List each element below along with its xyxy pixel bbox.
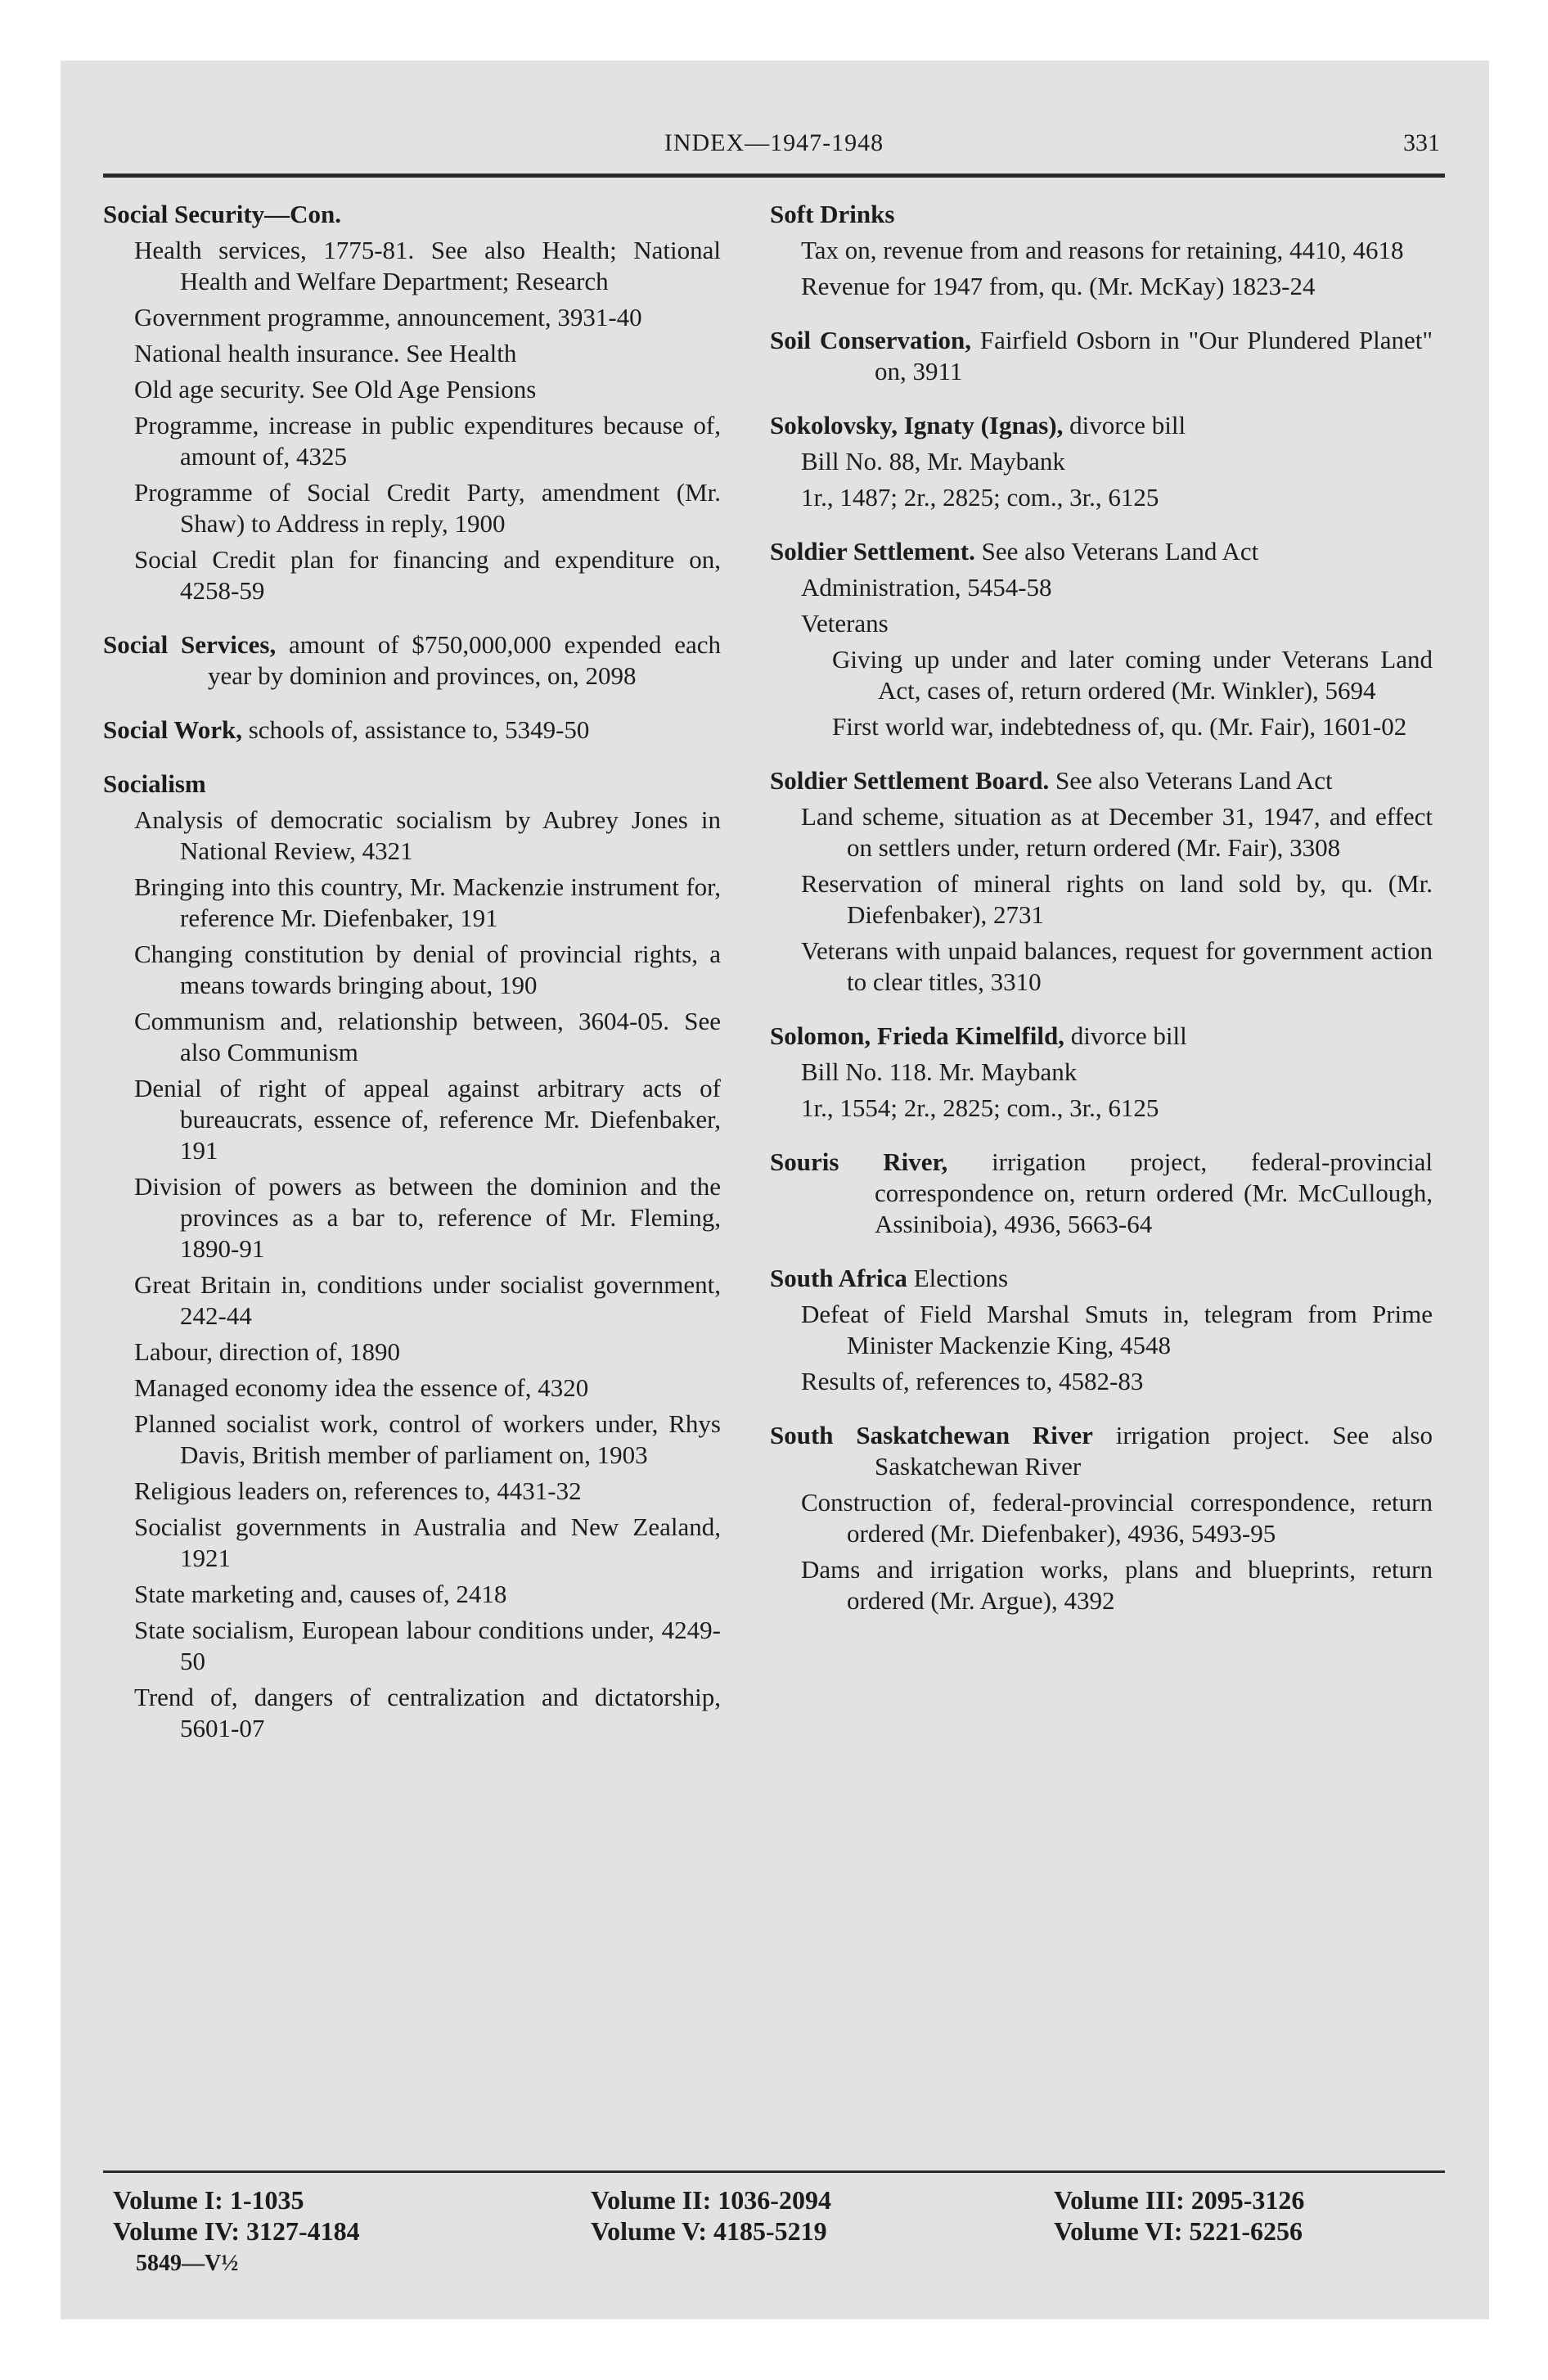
entry-term: Social Services, [103,630,277,659]
entry-heading [770,536,1433,567]
subentry-line [770,1057,1433,1088]
index-entry [770,1021,1433,1124]
entry-heading-tail: See also Veterans Land Act [1049,766,1333,795]
subentry-line [770,935,1433,998]
entry-term: Sokolovsky, Ignaty (Ignas), [770,411,1064,439]
subentry-line [770,608,1433,639]
subentry-text: Tax on, revenue from and reasons for retaining, 4410, 4618 [801,236,1404,264]
entry-term: Soil Conservation, [770,326,971,354]
subentry-line [770,711,1433,742]
entry-heading [103,199,721,230]
subentry-line [103,477,721,539]
entry-term: Social Work, [103,715,242,744]
volume-range: Volume VI: 5221-6256 [1054,2216,1303,2246]
subentry-line [770,572,1433,603]
subentry-line [103,338,721,369]
left-column [103,199,721,1767]
running-title: INDEX—1947-1948 [664,129,884,156]
subentry-line [770,1366,1433,1397]
right-column [770,199,1433,1639]
index-entry [770,325,1433,387]
subentry-text: Government programme, announcement, 3931-40 [134,303,642,331]
index-entry [770,765,1433,998]
subentry-line [103,302,721,333]
subentry-line [103,544,721,606]
subentry-text: Programme, increase in public expenditures because of, amount of, 4325 [134,411,721,471]
subentry-line [770,1093,1433,1124]
subentry-text: State marketing and, causes of, 2418 [134,1580,507,1608]
index-page [103,123,1445,2276]
subentry-text: Bill No. 88, Mr. Maybank [801,447,1065,476]
subentry-line [103,1579,721,1610]
entry-heading-tail: amount of $750,000,000 expended each year by dominion and provinces, on, 2098 [208,630,721,690]
entry-heading-tail: divorce bill [1064,1021,1187,1050]
subentry-line [770,235,1433,266]
entry-heading [770,325,1433,387]
index-entry [103,629,721,692]
subentry-text: Bill No. 118. Mr. Maybank [801,1057,1078,1086]
entry-term: Social Security—Con. [103,200,342,228]
index-entry [770,1420,1433,1616]
subentry-line [103,1171,721,1264]
entry-term: Soldier Settlement. [770,537,975,566]
subentry-line [770,1299,1433,1361]
subentry-text: Analysis of democratic socialism by Aubrey Jones in National Review, 4321 [134,805,721,865]
subentry-text: Changing constitution by denial of provincial rights, a means towards bringing about, 190 [134,940,721,999]
index-entry [103,714,721,746]
subentry-line [103,1615,721,1677]
subentry-line [770,446,1433,477]
subentry-text: Land scheme, situation as at December 31, 1947, and effect on settlers under, return ordered (Mr. Fair), 3308 [801,802,1433,862]
entry-heading-tail: irrigation project. See also Saskatchewan River [875,1421,1433,1481]
entry-heading [770,199,1433,230]
subentry-line [103,1336,721,1368]
subentry-text: Managed economy idea the essence of, 4320 [134,1373,589,1402]
subentry-line [103,1269,721,1332]
entry-heading [770,1147,1433,1240]
print-code: 5849—V½ [136,2251,239,2276]
volume-range: Volume III: 2095-3126 [1054,2185,1305,2215]
entry-heading-tail: See also Veterans Land Act [974,537,1259,566]
index-entry [770,410,1433,513]
entry-term: South Saskatchewan River [770,1421,1093,1449]
subentry-text: Planned socialist work, control of workers under, Rhys Davis, British member of parliament on, 1903 [134,1409,721,1469]
subentry-line [103,1006,721,1068]
subentry-text: Veterans with unpaid balances, request for government action to clear titles, 3310 [801,936,1433,996]
volume-range: Volume V: 4185-5219 [591,2216,827,2246]
subentry-line [770,482,1433,513]
subentry-line [103,1073,721,1166]
entry-heading [103,769,721,800]
subentry-text: Veterans [801,609,889,638]
subentry-line [103,1682,721,1744]
subentry-text: Dams and irrigation works, plans and blueprints, return ordered (Mr. Argue), 4392 [801,1555,1433,1615]
entry-heading [770,410,1433,441]
subentry-text: Results of, references to, 4582-83 [801,1367,1144,1395]
entry-term: South Africa [770,1264,907,1292]
entry-term: Souris River, [770,1147,948,1176]
subentry-text: 1r., 1487; 2r., 2825; com., 3r., 6125 [801,483,1159,512]
entry-term: Solomon, Frieda Kimelfild, [770,1021,1064,1050]
subentry-text: Great Britain in, conditions under socialist government, 242-44 [134,1270,721,1330]
subentry-text: National health insurance. See Health [134,339,517,367]
subentry-line [770,644,1433,706]
subentry-text: Old age security. See Old Age Pensions [134,375,537,403]
entry-term: Soft Drinks [770,200,895,228]
entry-heading-tail: Fairfield Osborn in "Our Plundered Planet" on, 3911 [875,326,1433,385]
subentry-line [103,410,721,472]
subentry-text: Division of powers as between the dominion and the provinces as a bar to, reference of Mr. Fleming, 1890-91 [134,1172,721,1263]
index-entry [770,1263,1433,1397]
entry-heading-tail: Elections [907,1264,1009,1292]
subentry-line [103,235,721,297]
subentry-line [103,1476,721,1507]
subentry-text: Labour, direction of, 1890 [134,1337,401,1366]
subentry-text: Communism and, relationship between, 3604-05. See also Communism [134,1007,721,1066]
entry-heading [770,1263,1433,1294]
subentry-line [103,374,721,405]
index-entry [103,199,721,606]
subentry-text: Defeat of Field Marshal Smuts in, telegram from Prime Minister Mackenzie King, 4548 [801,1300,1433,1359]
entry-heading-tail: divorce bill [1063,411,1186,439]
entry-term: Soldier Settlement Board. [770,766,1050,795]
subentry-text: Trend of, dangers of centralization and dictatorship, 5601-07 [134,1683,721,1742]
entry-heading [770,1021,1433,1052]
subentry-line [103,1512,721,1574]
subentry-text: Socialist governments in Australia and New Zealand, 1921 [134,1512,721,1572]
volume-range: Volume IV: 3127-4184 [113,2216,360,2246]
subentry-text: Religious leaders on, references to, 4431-32 [134,1476,582,1505]
subentry-text: Construction of, federal-provincial correspondence, return ordered (Mr. Diefenbaker), 4936, 5493-95 [801,1488,1433,1548]
subentry-line [770,1487,1433,1549]
subentry-line [103,1373,721,1404]
subentry-text: First world war, indebtedness of, qu. (Mr. Fair), 1601-02 [832,712,1407,741]
subentry-text: Social Credit plan for financing and expenditure on, 4258-59 [134,545,721,605]
subentry-text: Bringing into this country, Mr. Mackenzie instrument for, reference Mr. Diefenbaker, 191 [134,872,721,932]
subentry-text: Revenue for 1947 from, qu. (Mr. McKay) 1823-24 [801,272,1316,300]
subentry-text: State socialism, European labour conditions under, 4249-50 [134,1616,721,1675]
subentry-line [103,872,721,934]
page-header [103,123,1445,178]
entry-heading [770,1420,1433,1482]
subentry-line [103,805,721,867]
page-number: 331 [1403,129,1440,156]
index-entry [770,1147,1433,1240]
subentry-line [770,1554,1433,1616]
entry-term: Socialism [103,769,206,798]
subentry-line [770,801,1433,863]
index-entry [770,199,1433,302]
volume-footer [103,2170,1445,2276]
subentry-text: 1r., 1554; 2r., 2825; com., 3r., 6125 [801,1093,1159,1122]
subentry-text: Giving up under and later coming under Veterans Land Act, cases of, return ordered (Mr. Winkler), 5694 [832,645,1433,705]
subentry-text: Administration, 5454-58 [801,573,1052,602]
volume-range: Volume I: 1-1035 [113,2185,304,2215]
subentry-text: Reservation of mineral rights on land sold by, qu. (Mr. Diefenbaker), 2731 [801,869,1433,929]
index-entry [770,536,1433,742]
subentry-text: Denial of right of appeal against arbitrary acts of bureaucrats, essence of, reference Mr. Diefenbaker, 191 [134,1074,721,1165]
entry-heading [103,714,721,746]
subentry-line [103,1409,721,1471]
entry-heading-tail: schools of, assistance to, 5349-50 [241,715,590,744]
index-columns [103,199,1445,2147]
subentry-text: Health services, 1775-81. See also Health; National Health and Welfare Department; Research [134,236,721,295]
entry-heading [770,765,1433,796]
subentry-line [103,939,721,1001]
subentry-text: Programme of Social Credit Party, amendment (Mr. Shaw) to Address in reply, 1900 [134,478,721,538]
subentry-line [770,868,1433,931]
index-entry [103,769,721,1744]
volume-range: Volume II: 1036-2094 [591,2185,831,2215]
entry-heading [103,629,721,692]
subentry-line [770,271,1433,302]
entry-heading-tail: irrigation project, federal-provincial correspondence on, return ordered (Mr. McCullough, Assiniboia), 4936, 5663-64 [875,1147,1433,1238]
